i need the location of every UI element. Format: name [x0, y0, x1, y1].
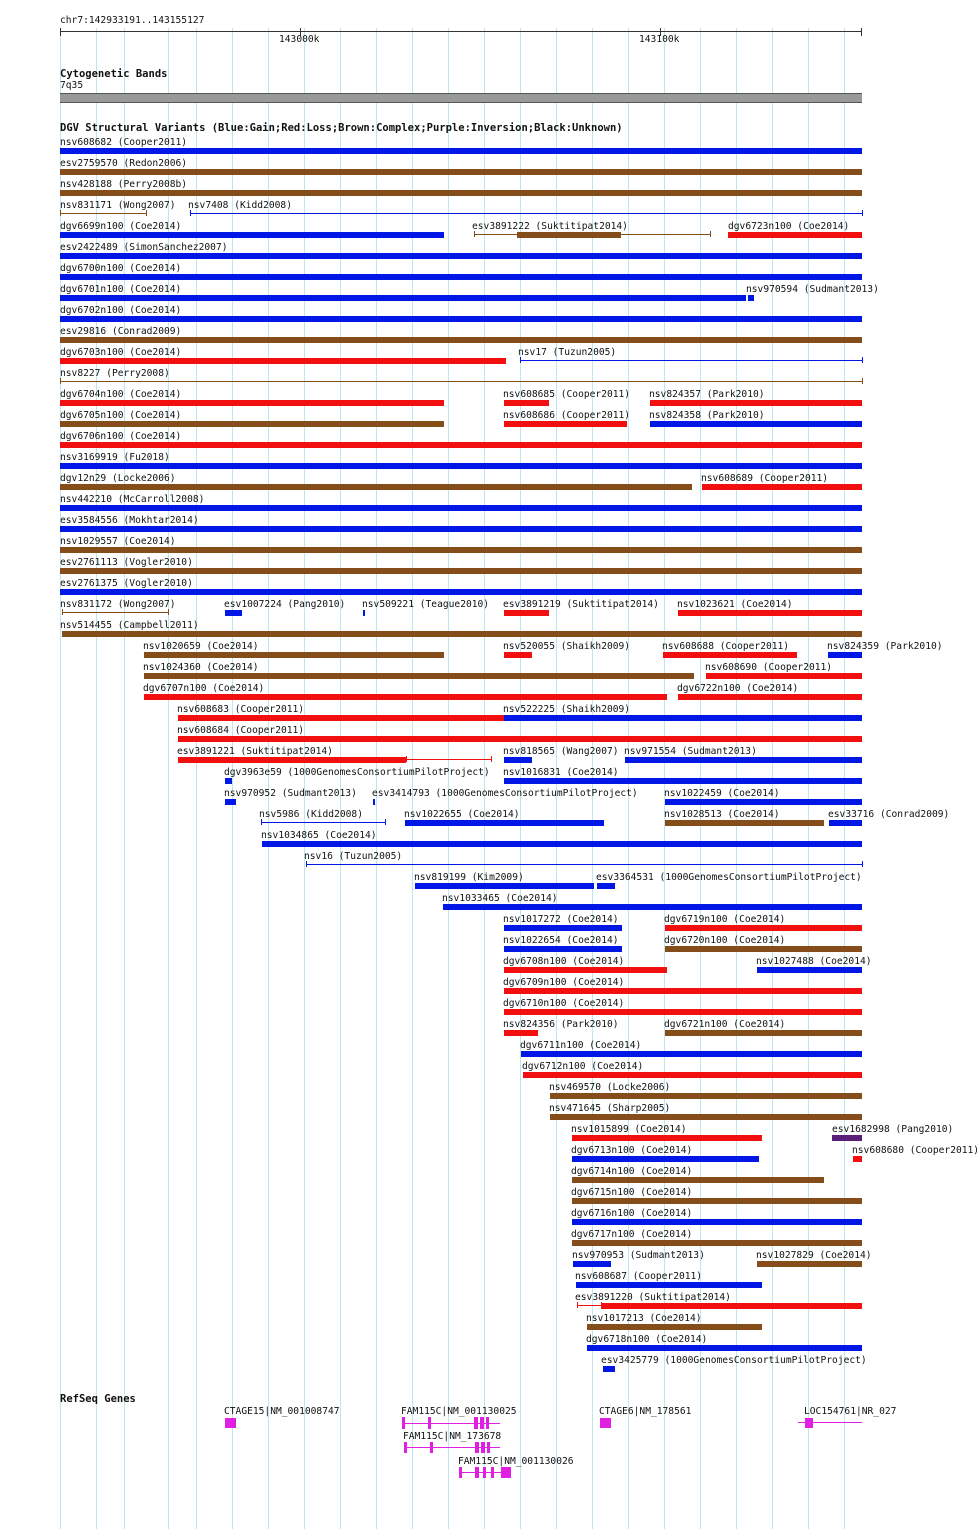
- variant-bar[interactable]: [60, 547, 862, 553]
- variant-bar-end[interactable]: [261, 819, 262, 825]
- variant-bar[interactable]: [650, 400, 862, 406]
- variant-bar[interactable]: [60, 148, 862, 154]
- variant-bar[interactable]: [415, 883, 594, 889]
- variant-bar[interactable]: [521, 1051, 862, 1057]
- variant-bar[interactable]: [405, 820, 604, 826]
- variant-label[interactable]: nsv520055 (Shaikh2009): [503, 641, 631, 652]
- variant-label[interactable]: esv3425779 (1000GenomesConsortiumPilotProject): [601, 1355, 867, 1366]
- variant-bar[interactable]: [60, 442, 862, 448]
- gene-label[interactable]: FAM115C|NM_173678: [403, 1431, 502, 1442]
- variant-bar[interactable]: [60, 589, 862, 595]
- cytoband-name: 7q35: [60, 80, 84, 91]
- gene-exon[interactable]: [402, 1417, 405, 1429]
- variant-bar[interactable]: [144, 694, 667, 700]
- variant-bar[interactable]: [504, 610, 549, 616]
- variant-label[interactable]: dgv6723n100 (Coe2014): [728, 221, 850, 232]
- variant-bar[interactable]: [665, 1030, 862, 1036]
- variant-label[interactable]: esv2761113 (Vogler2010): [60, 557, 193, 568]
- gene-label[interactable]: FAM115C|NM_001130025: [401, 1406, 517, 1417]
- variant-label[interactable]: dgv6700n100 (Coe2014): [60, 263, 182, 274]
- variant-label[interactable]: nsv8227 (Perry2008): [60, 368, 170, 379]
- variant-bar-end[interactable]: [862, 357, 863, 363]
- variant-label[interactable]: nsv824356 (Park2010): [503, 1019, 619, 1030]
- gene-label[interactable]: CTAGE6|NM_178561: [599, 1406, 692, 1417]
- gene-intron-line[interactable]: [404, 1447, 500, 1448]
- variant-label[interactable]: nsv831171 (Wong2007): [60, 200, 176, 211]
- variant-label[interactable]: nsv1020659 (Coe2014): [143, 641, 259, 652]
- variant-bar[interactable]: [504, 757, 532, 763]
- variant-bar[interactable]: [665, 820, 824, 826]
- variant-label[interactable]: dgv6707n100 (Coe2014): [143, 683, 265, 694]
- gene-exon[interactable]: [459, 1467, 462, 1478]
- variant-whisker-end[interactable]: [577, 1302, 578, 1308]
- gene-exon[interactable]: [428, 1417, 431, 1429]
- variant-label[interactable]: dgv3963e59 (1000GenomesConsortiumPilotProject): [224, 767, 490, 778]
- variant-bar[interactable]: [60, 484, 692, 490]
- variant-label[interactable]: esv2422489 (SimonSanchez2007): [60, 242, 228, 253]
- gene-exon[interactable]: [501, 1467, 511, 1478]
- variant-bar[interactable]: [517, 232, 621, 238]
- variant-bar[interactable]: [504, 400, 549, 406]
- variant-label[interactable]: nsv831172 (Wong2007): [60, 599, 176, 610]
- variant-whisker-end[interactable]: [491, 756, 492, 762]
- variant-label[interactable]: nsv5986 (Kidd2008): [259, 809, 363, 820]
- variant-label[interactable]: dgv6709n100 (Coe2014): [503, 977, 625, 988]
- variant-label[interactable]: nsv1017213 (Coe2014): [586, 1313, 702, 1324]
- variant-bar[interactable]: [373, 799, 375, 805]
- variant-label[interactable]: nsv970953 (Sudmant2013): [572, 1250, 705, 1261]
- variant-label[interactable]: dgv6712n100 (Coe2014): [522, 1061, 644, 1072]
- variant-label[interactable]: nsv3169919 (Fu2018): [60, 452, 170, 463]
- variant-bar-end[interactable]: [862, 861, 863, 867]
- variant-label[interactable]: nsv608680 (Cooper2011): [852, 1145, 979, 1156]
- variant-bar[interactable]: [60, 232, 444, 238]
- variant-label[interactable]: esv3364531 (1000GenomesConsortiumPilotProject): [596, 872, 862, 883]
- variant-bar[interactable]: [572, 1135, 762, 1141]
- variant-bar[interactable]: [60, 381, 862, 382]
- variant-bar-end[interactable]: [306, 861, 307, 867]
- variant-label[interactable]: esv3891222 (Suktitipat2014): [472, 221, 628, 232]
- variant-bar[interactable]: [757, 1261, 862, 1267]
- variant-label[interactable]: dgv6722n100 (Coe2014): [677, 683, 799, 694]
- variant-bar[interactable]: [625, 757, 862, 763]
- gene-exon[interactable]: [225, 1418, 236, 1428]
- variant-bar[interactable]: [601, 1303, 862, 1309]
- variant-bar-end[interactable]: [60, 210, 61, 216]
- variant-label[interactable]: dgv6699n100 (Coe2014): [60, 221, 182, 232]
- variant-bar[interactable]: [828, 652, 862, 658]
- variant-bar[interactable]: [60, 421, 444, 427]
- variant-label[interactable]: dgv6704n100 (Coe2014): [60, 389, 182, 400]
- variant-label[interactable]: nsv971554 (Sudmant2013): [624, 746, 757, 757]
- variant-label[interactable]: nsv608689 (Cooper2011): [701, 473, 829, 484]
- variant-label[interactable]: nsv818565 (Wang2007): [503, 746, 619, 757]
- variant-bar[interactable]: [572, 1198, 862, 1204]
- ruler-tick: [60, 28, 61, 36]
- variant-bar[interactable]: [190, 213, 862, 214]
- variant-bar[interactable]: [60, 190, 862, 196]
- variant-bar[interactable]: [62, 612, 168, 613]
- variant-label[interactable]: dgv6720n100 (Coe2014): [664, 935, 786, 946]
- variant-bar[interactable]: [706, 673, 862, 679]
- variant-label[interactable]: dgv6701n100 (Coe2014): [60, 284, 182, 295]
- gene-exon[interactable]: [481, 1442, 485, 1453]
- variant-label[interactable]: nsv522225 (Shaikh2009): [503, 704, 631, 715]
- variant-label[interactable]: nsv514455 (Campbell2011): [60, 620, 199, 631]
- variant-label[interactable]: nsv1033465 (Coe2014): [442, 893, 558, 904]
- variant-bar[interactable]: [262, 841, 862, 847]
- variant-label[interactable]: nsv1029557 (Coe2014): [60, 536, 176, 547]
- variant-bar[interactable]: [572, 1177, 824, 1183]
- variant-bar[interactable]: [306, 864, 862, 865]
- variant-label[interactable]: esv3414793 (1000GenomesConsortiumPilotProject): [372, 788, 638, 799]
- gene-exon[interactable]: [483, 1467, 486, 1478]
- variant-label[interactable]: nsv608686 (Cooper2011): [503, 410, 631, 421]
- variant-bar[interactable]: [60, 505, 862, 511]
- variant-label[interactable]: esv1007224 (Pang2010): [224, 599, 346, 610]
- variant-bar[interactable]: [504, 1009, 862, 1015]
- variant-bar[interactable]: [587, 1345, 862, 1351]
- variant-label[interactable]: nsv970952 (Sudmant2013): [224, 788, 357, 799]
- variant-bar[interactable]: [62, 631, 862, 637]
- variant-bar[interactable]: [587, 1324, 762, 1330]
- variant-label[interactable]: nsv608683 (Cooper2011): [177, 704, 305, 715]
- gene-exon[interactable]: [491, 1467, 494, 1478]
- variant-bar[interactable]: [504, 421, 627, 427]
- variant-bar[interactable]: [665, 946, 862, 952]
- variant-label[interactable]: esv1682998 (Pang2010): [832, 1124, 954, 1135]
- variant-bar[interactable]: [60, 316, 862, 322]
- variant-label[interactable]: dgv6714n100 (Coe2014): [571, 1166, 693, 1177]
- variant-label[interactable]: dgv12n29 (Locke2006): [60, 473, 176, 484]
- variant-bar[interactable]: [603, 1366, 615, 1372]
- variant-bar-end[interactable]: [862, 378, 863, 384]
- variant-label[interactable]: nsv16 (Tuzun2005): [304, 851, 403, 862]
- variant-bar[interactable]: [576, 1282, 762, 1288]
- variant-bar[interactable]: [665, 925, 862, 931]
- variant-bar[interactable]: [178, 715, 504, 721]
- variant-label[interactable]: nsv1028513 (Coe2014): [664, 809, 780, 820]
- variant-bar[interactable]: [520, 360, 862, 361]
- variant-bar[interactable]: [225, 778, 232, 784]
- ruler-tick-label: 143000k: [279, 34, 320, 45]
- variant-label[interactable]: esv29816 (Conrad2009): [60, 326, 182, 337]
- variant-bar[interactable]: [504, 652, 532, 658]
- gene-label[interactable]: LOC154761|NR_027: [804, 1406, 897, 1417]
- variant-label[interactable]: dgv6703n100 (Coe2014): [60, 347, 182, 358]
- variant-bar[interactable]: [178, 736, 862, 742]
- variant-label[interactable]: nsv509221 (Teague2010): [362, 599, 490, 610]
- variant-label[interactable]: nsv1034865 (Coe2014): [261, 830, 377, 841]
- variant-label[interactable]: nsv7408 (Kidd2008): [188, 200, 292, 211]
- variant-label[interactable]: nsv17 (Tuzun2005): [518, 347, 617, 358]
- dgv-track-title[interactable]: DGV Structural Variants (Blue:Gain;Red:Loss;Brown:Complex;Purple:Inversion;Black:Unknown): [60, 122, 623, 134]
- variant-label[interactable]: dgv6708n100 (Coe2014): [503, 956, 625, 967]
- variant-bar[interactable]: [178, 757, 406, 763]
- variant-label[interactable]: nsv428188 (Perry2008b): [60, 179, 188, 190]
- variant-label[interactable]: nsv1027488 (Coe2014): [756, 956, 872, 967]
- variant-label[interactable]: dgv6716n100 (Coe2014): [571, 1208, 693, 1219]
- variant-label[interactable]: dgv6702n100 (Coe2014): [60, 305, 182, 316]
- variant-bar[interactable]: [504, 946, 622, 952]
- ruler-tick-label: 143100k: [639, 34, 680, 45]
- variant-bar[interactable]: [550, 1093, 862, 1099]
- variant-bar[interactable]: [597, 883, 615, 889]
- variant-label[interactable]: dgv6713n100 (Coe2014): [571, 1145, 693, 1156]
- variant-label[interactable]: esv2759570 (Redon2006): [60, 158, 188, 169]
- variant-label[interactable]: esv3891220 (Suktitipat2014): [575, 1292, 731, 1303]
- variant-bar[interactable]: [504, 988, 862, 994]
- variant-bar[interactable]: [60, 358, 506, 364]
- variant-label[interactable]: esv3584556 (Mokhtar2014): [60, 515, 199, 526]
- variant-bar[interactable]: [504, 778, 862, 784]
- variant-label[interactable]: nsv1023621 (Coe2014): [677, 599, 793, 610]
- variant-bar[interactable]: [663, 652, 797, 658]
- variant-bar[interactable]: [678, 694, 862, 700]
- gene-exon[interactable]: [475, 1442, 479, 1453]
- variant-bar[interactable]: [60, 253, 862, 259]
- gene-exon[interactable]: [805, 1418, 813, 1428]
- variant-label[interactable]: nsv608687 (Cooper2011): [575, 1271, 703, 1282]
- variant-bar[interactable]: [363, 610, 365, 616]
- variant-label[interactable]: nsv608685 (Cooper2011): [503, 389, 631, 400]
- variant-bar[interactable]: [829, 820, 862, 826]
- variant-bar[interactable]: [504, 925, 622, 931]
- variant-bar[interactable]: [60, 526, 862, 532]
- variant-label[interactable]: nsv608684 (Cooper2011): [177, 725, 305, 736]
- gene-exon[interactable]: [480, 1417, 484, 1429]
- variant-label[interactable]: nsv469570 (Locke2006): [549, 1082, 671, 1093]
- variant-bar-end[interactable]: [168, 609, 169, 615]
- variant-bar[interactable]: [702, 484, 862, 490]
- variant-label[interactable]: dgv6706n100 (Coe2014): [60, 431, 182, 442]
- variant-bar[interactable]: [572, 1156, 759, 1162]
- variant-bar[interactable]: [225, 610, 242, 616]
- gene-exon[interactable]: [474, 1417, 478, 1429]
- variant-bar[interactable]: [757, 967, 862, 973]
- variant-label[interactable]: nsv1024360 (Coe2014): [143, 662, 259, 673]
- variant-bar[interactable]: [853, 1156, 862, 1162]
- variant-label[interactable]: dgv6711n100 (Coe2014): [520, 1040, 642, 1051]
- variant-bar[interactable]: [572, 1240, 862, 1246]
- variant-label[interactable]: nsv1022654 (Coe2014): [503, 935, 619, 946]
- variant-label[interactable]: nsv1027829 (Coe2014): [756, 1250, 872, 1261]
- variant-bar[interactable]: [60, 337, 862, 343]
- variant-bar[interactable]: [650, 421, 862, 427]
- gene-exon[interactable]: [600, 1418, 611, 1428]
- gene-exon[interactable]: [404, 1442, 407, 1453]
- variant-bar[interactable]: [504, 967, 667, 973]
- variant-bar[interactable]: [832, 1135, 862, 1141]
- variant-label[interactable]: nsv819199 (Kim2009): [414, 872, 524, 883]
- variant-bar[interactable]: [261, 822, 385, 823]
- variant-label[interactable]: nsv970594 (Sudmant2013): [746, 284, 879, 295]
- variant-label[interactable]: dgv6715n100 (Coe2014): [571, 1187, 693, 1198]
- variant-bar[interactable]: [728, 232, 862, 238]
- variant-bar[interactable]: [60, 463, 862, 469]
- cytoband-bar[interactable]: [60, 93, 862, 103]
- variant-bar-end[interactable]: [60, 378, 61, 384]
- ruler-tick: [861, 28, 862, 36]
- variant-label[interactable]: dgv6710n100 (Coe2014): [503, 998, 625, 1009]
- gene-exon[interactable]: [487, 1442, 490, 1453]
- variant-label[interactable]: nsv608688 (Cooper2011): [662, 641, 790, 652]
- variant-label[interactable]: dgv6718n100 (Coe2014): [586, 1334, 708, 1345]
- variant-bar-end[interactable]: [385, 819, 386, 825]
- variant-bar[interactable]: [60, 169, 862, 175]
- refseq-track-title[interactable]: RefSeq Genes: [60, 1393, 136, 1405]
- variant-bar[interactable]: [144, 652, 444, 658]
- variant-whisker[interactable]: [406, 759, 491, 760]
- variant-label[interactable]: dgv6705n100 (Coe2014): [60, 410, 182, 421]
- variant-bar-end[interactable]: [520, 357, 521, 363]
- variant-bar[interactable]: [504, 715, 862, 721]
- variant-bar[interactable]: [144, 673, 694, 679]
- variant-bar-end[interactable]: [862, 210, 863, 216]
- variant-label[interactable]: dgv6719n100 (Coe2014): [664, 914, 786, 925]
- variant-label[interactable]: esv3891219 (Suktitipat2014): [503, 599, 659, 610]
- variant-label[interactable]: nsv1016831 (Coe2014): [503, 767, 619, 778]
- variant-whisker-end[interactable]: [474, 231, 475, 237]
- variant-bar-end[interactable]: [190, 210, 191, 216]
- variant-bar[interactable]: [504, 1030, 538, 1036]
- variant-label[interactable]: esv33716 (Conrad2009): [828, 809, 950, 820]
- variant-label[interactable]: nsv471645 (Sharp2005): [549, 1103, 671, 1114]
- variant-label[interactable]: nsv608690 (Cooper2011): [705, 662, 833, 673]
- variant-bar[interactable]: [60, 274, 862, 280]
- variant-bar-end[interactable]: [62, 609, 63, 615]
- variant-label[interactable]: dgv6721n100 (Coe2014): [664, 1019, 786, 1030]
- gene-label[interactable]: CTAGE15|NM_001008747: [224, 1406, 340, 1417]
- variant-label[interactable]: nsv1015899 (Coe2014): [571, 1124, 687, 1135]
- variant-whisker[interactable]: [577, 1305, 601, 1306]
- variant-label[interactable]: nsv824357 (Park2010): [649, 389, 765, 400]
- variant-bar[interactable]: [665, 799, 862, 805]
- variant-bar[interactable]: [748, 295, 754, 301]
- variant-label[interactable]: nsv824358 (Park2010): [649, 410, 765, 421]
- variant-label[interactable]: esv2761375 (Vogler2010): [60, 578, 193, 589]
- variant-whisker-end[interactable]: [406, 756, 407, 762]
- variant-bar[interactable]: [60, 568, 862, 574]
- variant-label[interactable]: dgv6717n100 (Coe2014): [571, 1229, 693, 1240]
- gene-exon[interactable]: [430, 1442, 433, 1453]
- variant-bar[interactable]: [443, 904, 862, 910]
- variant-bar[interactable]: [523, 1072, 862, 1078]
- variant-whisker-end[interactable]: [710, 231, 711, 237]
- variant-label[interactable]: nsv608682 (Cooper2011): [60, 137, 188, 148]
- ruler-axis: [60, 31, 862, 32]
- variant-bar[interactable]: [60, 400, 444, 406]
- gene-exon[interactable]: [486, 1417, 489, 1429]
- variant-label[interactable]: nsv442210 (McCarroll2008): [60, 494, 205, 505]
- gene-label[interactable]: FAM115C|NM_001130026: [458, 1456, 574, 1467]
- cytoband-track-title[interactable]: Cytogenetic Bands: [60, 68, 168, 80]
- variant-bar[interactable]: [573, 1261, 611, 1267]
- variant-label[interactable]: nsv1022459 (Coe2014): [664, 788, 780, 799]
- variant-bar[interactable]: [550, 1114, 862, 1120]
- variant-bar[interactable]: [678, 610, 862, 616]
- variant-label[interactable]: nsv1017272 (Coe2014): [503, 914, 619, 925]
- variant-bar[interactable]: [60, 295, 746, 301]
- variant-bar[interactable]: [60, 213, 146, 214]
- variant-label[interactable]: nsv824359 (Park2010): [827, 641, 943, 652]
- variant-bar[interactable]: [572, 1219, 862, 1225]
- variant-bar-end[interactable]: [146, 210, 147, 216]
- gene-exon[interactable]: [475, 1467, 479, 1478]
- variant-label[interactable]: nsv1022655 (Coe2014): [404, 809, 520, 820]
- location-label: chr7:142933191..143155127: [60, 15, 205, 26]
- variant-label[interactable]: esv3891221 (Suktitipat2014): [177, 746, 333, 757]
- variant-bar[interactable]: [225, 799, 236, 805]
